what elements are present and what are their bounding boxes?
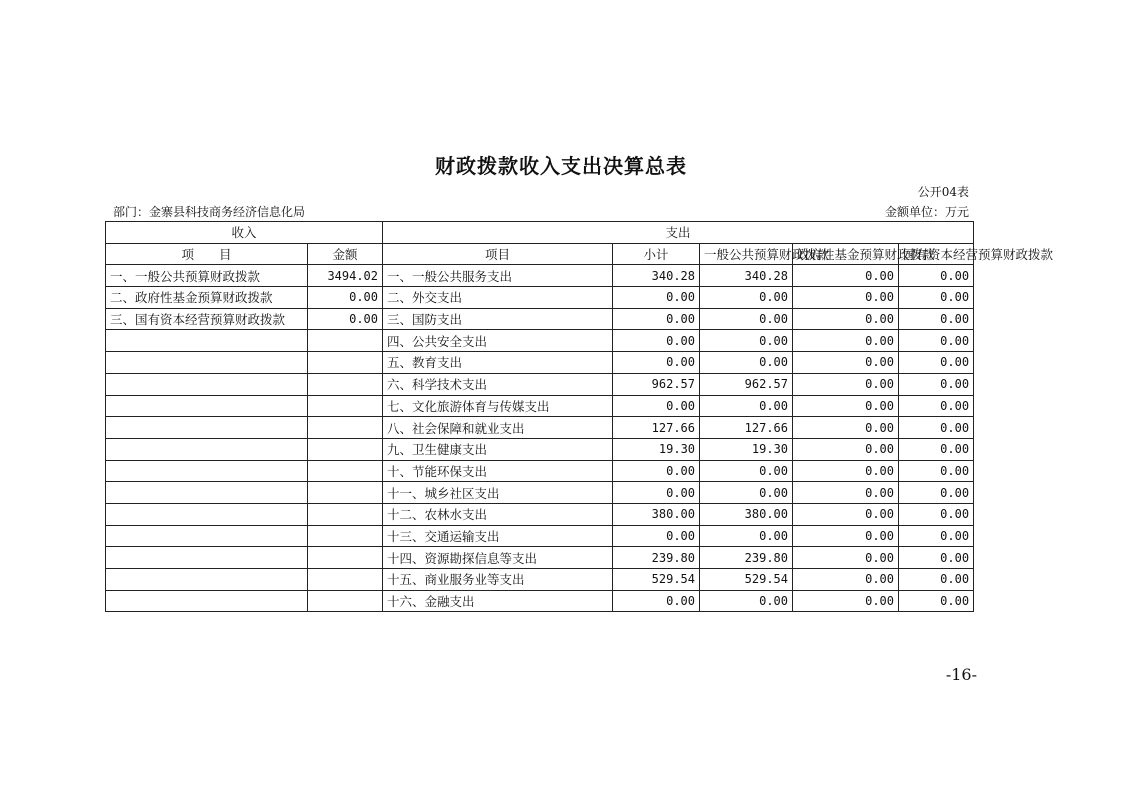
subtotal-cell: 0.00 [613,590,700,612]
fund-budget-cell: 0.00 [793,503,899,525]
subtotal-cell: 239.80 [613,547,700,569]
state-capital-header: 国有资本经营预算财政拨款 [899,243,974,265]
fund-budget-cell: 0.00 [793,308,899,330]
fund-budget-header: 政府性基金预算财政拨款 [793,243,899,265]
expense-item-cell: 四、公共安全支出 [383,330,613,352]
state-capital-cell: 0.00 [899,503,974,525]
fund-budget-cell: 0.00 [793,395,899,417]
page-title: 财政拨款收入支出决算总表 [435,154,687,178]
fund-budget-cell: 0.00 [793,569,899,591]
fund-budget-cell: 0.00 [793,525,899,547]
subtotal-cell: 0.00 [613,330,700,352]
income-item-cell: 一、一般公共预算财政拨款 [106,265,308,287]
fund-budget-cell: 0.00 [793,352,899,374]
state-capital-cell: 0.00 [899,482,974,504]
income-item-cell [106,417,308,439]
subtotal-cell: 127.66 [613,417,700,439]
subtotal-cell: 0.00 [613,525,700,547]
fund-budget-cell: 0.00 [793,482,899,504]
subtotal-cell: 0.00 [613,460,700,482]
income-item-cell [106,395,308,417]
table-row [106,569,974,591]
fund-budget-cell: 0.00 [793,287,899,309]
table-row [106,503,974,525]
fund-budget-cell: 0.00 [793,265,899,287]
table-row [106,265,974,287]
general-budget-cell: 0.00 [700,525,793,547]
general-budget-cell: 0.00 [700,352,793,374]
table-body [106,265,974,612]
expense-item-cell: 八、社会保障和就业支出 [383,417,613,439]
state-capital-cell: 0.00 [899,352,974,374]
income-amount-cell [308,482,383,504]
state-capital-cell: 0.00 [899,330,974,352]
income-amount-cell: 0.00 [308,308,383,330]
state-capital-cell: 0.00 [899,460,974,482]
general-budget-cell: 0.00 [700,308,793,330]
expense-item-cell: 十二、农林水支出 [383,503,613,525]
subtotal-cell: 19.30 [613,438,700,460]
general-budget-header: 一般公共预算财政拨款 [700,243,793,265]
table-row [106,330,974,352]
income-item-header: 项 目 [106,243,308,265]
income-item-cell [106,503,308,525]
table-row [106,287,974,309]
table-row [106,417,974,439]
expense-item-cell: 十四、资源勘探信息等支出 [383,547,613,569]
subtotal-cell: 962.57 [613,373,700,395]
expense-item-cell: 七、文化旅游体育与传媒支出 [383,395,613,417]
table-row [106,590,974,612]
income-item-cell [106,438,308,460]
expense-item-cell: 十三、交通运输支出 [383,525,613,547]
expense-item-cell: 二、外交支出 [383,287,613,309]
fund-budget-cell: 0.00 [793,438,899,460]
general-budget-cell: 0.00 [700,460,793,482]
general-budget-cell: 0.00 [700,330,793,352]
state-capital-cell: 0.00 [899,590,974,612]
subtotal-cell: 340.28 [613,265,700,287]
income-item-cell [106,590,308,612]
income-amount-cell [308,590,383,612]
expense-item-cell: 十一、城乡社区支出 [383,482,613,504]
expense-item-cell: 十、节能环保支出 [383,460,613,482]
general-budget-cell: 529.54 [700,569,793,591]
expense-item-header: 项目 [383,243,613,265]
subtotal-cell: 380.00 [613,503,700,525]
state-capital-cell: 0.00 [899,287,974,309]
table-row [106,352,974,374]
general-budget-cell: 127.66 [700,417,793,439]
income-header: 收入 [106,222,383,244]
general-budget-cell: 0.00 [700,395,793,417]
state-capital-cell: 0.00 [899,438,974,460]
state-capital-cell: 0.00 [899,373,974,395]
page-number: -16- [945,665,977,684]
income-amount-cell [308,373,383,395]
income-amount-cell: 3494.02 [308,265,383,287]
department-label: 部门：金寨县科技商务经济信息化局 [113,205,306,219]
general-budget-cell: 962.57 [700,373,793,395]
expense-item-cell: 十五、商业服务业等支出 [383,569,613,591]
state-capital-cell: 0.00 [899,569,974,591]
income-item-cell [106,482,308,504]
general-budget-cell: 0.00 [700,590,793,612]
state-capital-cell: 0.00 [899,547,974,569]
table-row [106,547,974,569]
income-item-cell [106,525,308,547]
income-item-cell [106,373,308,395]
income-amount-cell [308,352,383,374]
income-amount-cell [308,330,383,352]
income-item-cell: 三、国有资本经营预算财政拨款 [106,308,308,330]
table-row [106,525,974,547]
subtotal-cell: 0.00 [613,395,700,417]
income-amount-cell [308,438,383,460]
table-row [106,308,974,330]
income-amount-cell [308,547,383,569]
income-amount-cell [308,395,383,417]
general-budget-cell: 239.80 [700,547,793,569]
income-amount-cell [308,417,383,439]
expense-item-cell: 九、卫生健康支出 [383,438,613,460]
budget-table [105,221,1054,612]
general-budget-cell: 0.00 [700,482,793,504]
state-capital-cell: 0.00 [899,265,974,287]
income-amount-cell: 0.00 [308,287,383,309]
general-budget-cell: 380.00 [700,503,793,525]
income-amount-header: 金额 [308,243,383,265]
income-amount-cell [308,460,383,482]
table-row [106,438,974,460]
fund-budget-cell: 0.00 [793,417,899,439]
expense-header: 支出 [383,222,974,244]
expense-item-cell: 十六、金融支出 [383,590,613,612]
amount-unit-label: 金额单位：万元 [884,205,969,219]
income-item-cell [106,330,308,352]
general-budget-cell: 340.28 [700,265,793,287]
fund-budget-cell: 0.00 [793,590,899,612]
state-capital-cell: 0.00 [899,525,974,547]
income-item-cell [106,460,308,482]
table-row [106,460,974,482]
state-capital-cell: 0.00 [899,395,974,417]
general-budget-cell: 19.30 [700,438,793,460]
income-amount-cell [308,569,383,591]
general-budget-cell: 0.00 [700,287,793,309]
fund-budget-cell: 0.00 [793,460,899,482]
table-row [106,395,974,417]
subtotal-cell: 0.00 [613,287,700,309]
expense-item-cell: 三、国防支出 [383,308,613,330]
fund-budget-cell: 0.00 [793,373,899,395]
income-item-cell [106,569,308,591]
state-capital-cell: 0.00 [899,308,974,330]
income-item-cell [106,352,308,374]
table-row [106,482,974,504]
form-number: 公开04表 [917,185,969,199]
fund-budget-cell: 0.00 [793,547,899,569]
expense-item-cell: 五、教育支出 [383,352,613,374]
subtotal-cell: 529.54 [613,569,700,591]
income-item-cell: 二、政府性基金预算财政拨款 [106,287,308,309]
income-item-cell [106,547,308,569]
expense-item-cell: 六、科学技术支出 [383,373,613,395]
table-row [106,373,974,395]
subtotal-header: 小计 [613,243,700,265]
subtotal-cell: 0.00 [613,482,700,504]
subtotal-cell: 0.00 [613,308,700,330]
state-capital-cell: 0.00 [899,417,974,439]
subtotal-cell: 0.00 [613,352,700,374]
expense-item-cell: 一、一般公共服务支出 [383,265,613,287]
fund-budget-cell: 0.00 [793,330,899,352]
income-amount-cell [308,503,383,525]
income-amount-cell [308,525,383,547]
